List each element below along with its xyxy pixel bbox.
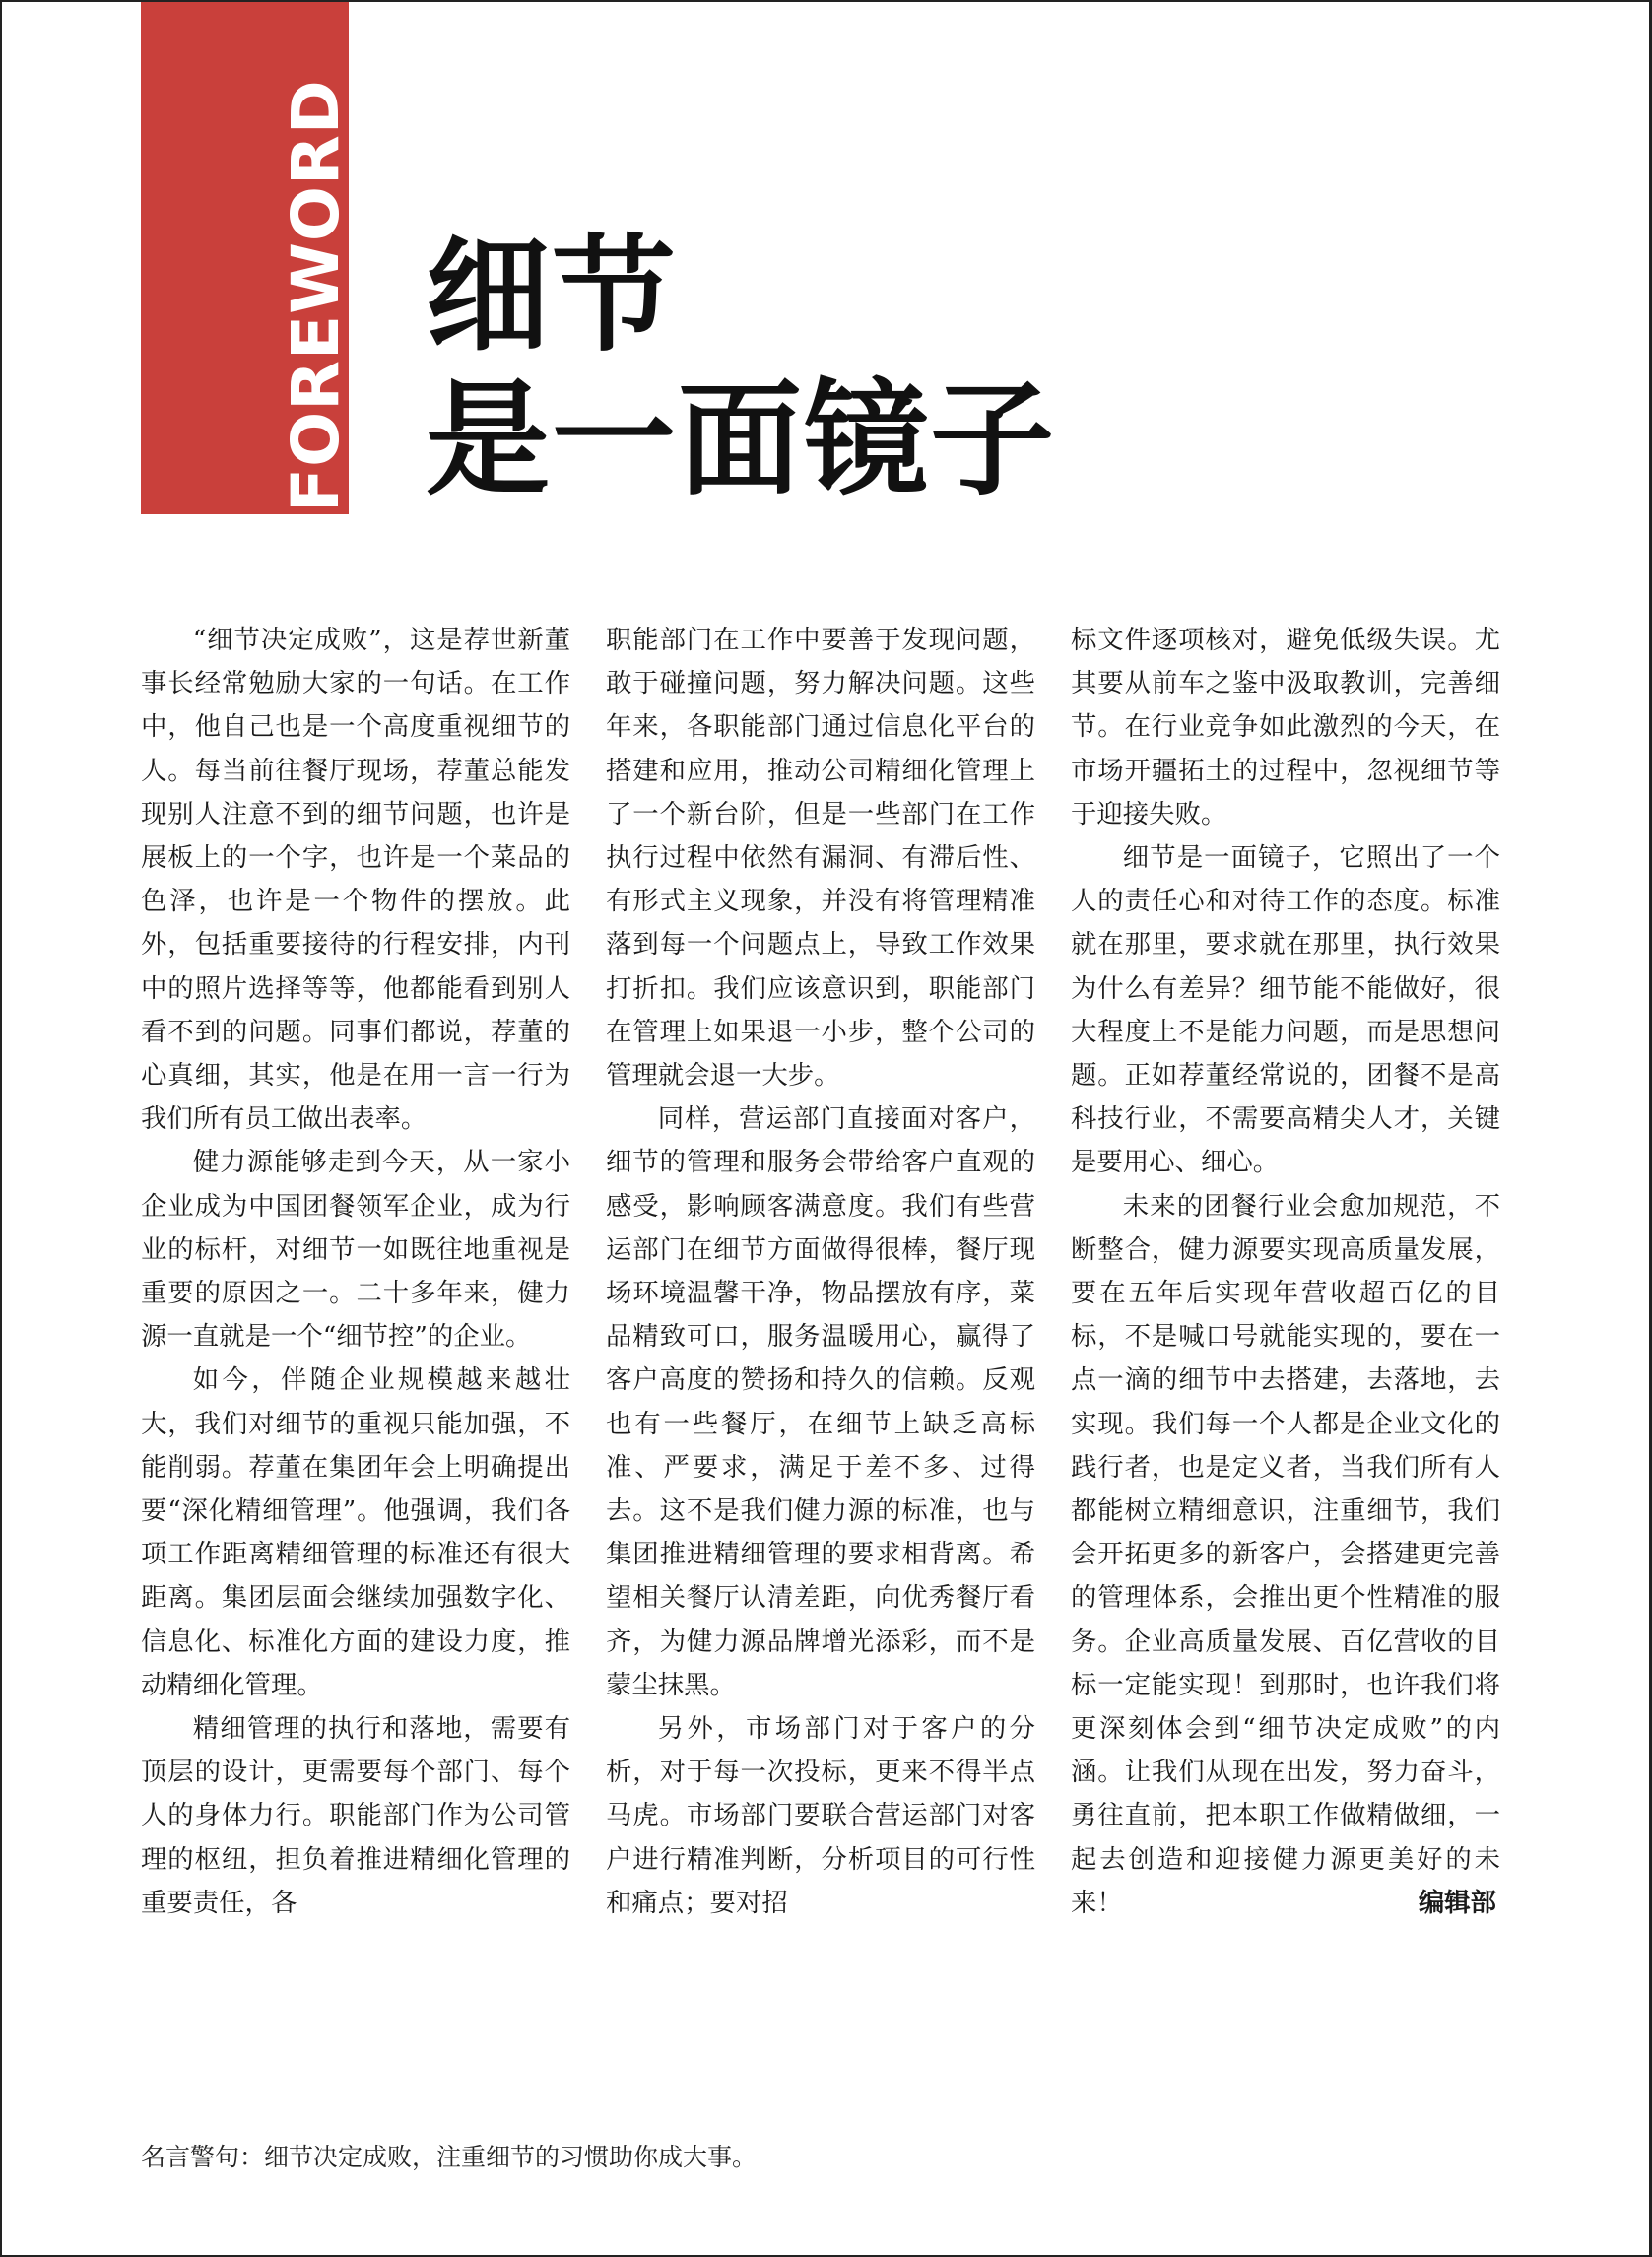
paragraph-3: 如今，伴随企业规模越来越壮大，我们对细节的重视只能加强，不能削弱。荐董在集团年会上明确提出要“深化精细管理”。他强调，我们各项工作距离精细管理的标准还有很大距离。集团层面会继续加强数字化、信息化、标准化方面的建设力度，推动精细化管理。 [141,1364,570,1700]
banner-char-3: 语 [358,361,446,464]
paragraph-8: 未来的团餐行业会愈加规范，不断整合，健力源要实现高质量发展，要在五年后实现年营收超百亿的目标，不是喊口号就能实现的，要在一点一滴的细节中去搭建，去落地，去实现。我们每一个人都是企业文化的践行者，也是定义者，当我们所有人都能树立精细意识，注重细节，我们会开拓更多的新客户，会搭建更完善的管理体系，会推出更个性精准的服务。企业高质量发展、百亿营收的目标一定能实现！到那时，也许我们将更深刻体会到“细节决定成败”的内涵。让我们从现在出发，努力奋斗，勇往直前，把本职工作做精做细，一起去创造和迎接健力源更美好的未来！ [1071,1190,1500,1918]
paragraph-7: 细节是一面镜子，它照出了一个人的责任心和对待工作的态度。标准就在那里，要求就在那里，执行效果为什么有差异？细节能不能做好，很大程度上不是能力问题，而是思想问题。正如荐董经常说的，团餐不是高科技行业，不需要高精尖人才，关键是要用心、细心。 [1071,842,1500,1178]
foreword-banner [141,2,446,514]
paragraph-2: 健力源能够走到今天，从一家小企业成为中国团餐领军企业，成为行业的标杆，对细节一如既往地重视是重要的原因之一。二十多年来，健力源一直就是一个“细节控”的企业。 [141,1147,570,1353]
footer-quote: 名言警句：细节决定成败，注重细节的习惯助你成大事。 [141,2143,758,2171]
paragraph-4: 精细管理的执行和落地，需要有顶层的设计，更需要每个部门、每个人的身体力行。职能部门作为公司管理的枢纽，担负着推进精细化管理的重要责任，各 [141,1713,570,1918]
title-line-1: 细节 [426,224,678,368]
text-column-2 [606,619,1035,1925]
paragraph-6: 另外，市场部门对于客户的分析，对于每一次投标，更来不得半点马虎。市场部门要联合营运部门对客户进行精准判断，分析项目的可行性和痛点；要对招 [606,1713,1035,1918]
title-line-2: 是一面镜子 [426,367,1056,512]
paragraph-4-continued: 职能部门在工作中要善于发现问题，敢于碰撞问题，努力解决问题。这些年来，各职能部门通过信息化平台的搭建和应用，推动公司精细化管理上了一个新台阶，但是一些部门在工作执行过程中依然有漏洞、有滞后性、有形式主义现象，并没有将管理精准落到每一个问题点上，导致工作效果打折扣。我们应该意识到，职能部门在管理上如果退一小步，整个公司的管理就会退一大步。 [606,625,1035,1092]
text-column-1 [141,619,570,1925]
article-signature: 编辑部 [1418,1887,1496,1918]
article-title [426,225,1056,512]
banner-english-label: FOREWORD [278,79,354,512]
paragraph-6-continued: 标文件逐项核对，避免低级失误。尤其要从前车之鉴中汲取教训，完善细节。在行业竞争如此激烈的今天，在市场开疆拓土的过程中，忽视细节等于迎接失败。 [1071,625,1500,830]
paragraph-5: 同样，营运部门直接面对客户，细节的管理和服务会带给客户直观的感受，影响顾客满意度。我们有些营运部门在细节方面做得很棒，餐厅现场环境温馨干净，物品摆放有序，菜品精致可口，服务温暖用心，赢得了客户高度的赞扬和持久的信赖。反观也有一些餐厅，在细节上缺乏高标准、严要求，满足于差不多、过得去。这不是我们健力源的标准，也与集团推进精细管理的要求相背离。希望相关餐厅认清差距，向优秀餐厅看齐，为健力源品牌增光添彩，而不是蒙尘抹黑。 [606,1103,1035,1700]
banner-char-2: 首 [358,260,446,364]
paragraph-1: “细节决定成败”，这是荐世新董事长经常勉励大家的一句话。在工作中，他自己也是一个高度重视细节的人。每当前往餐厅现场，荐董总能发现别人注意不到的细节问题，也许是展板上的一个字，也许是一个菜品的色泽，也许是一个物件的摆放。此外，包括重要接待的行程安排，内刊中的照片选择等等，他都能看到别人看不到的问题。同事们都说，荐董的心真细，其实，他是在用一言一行为我们所有员工做出表率。 [141,625,570,1135]
banner-char-1: 卷 [358,160,446,263]
text-column-3 [1071,619,1500,1925]
